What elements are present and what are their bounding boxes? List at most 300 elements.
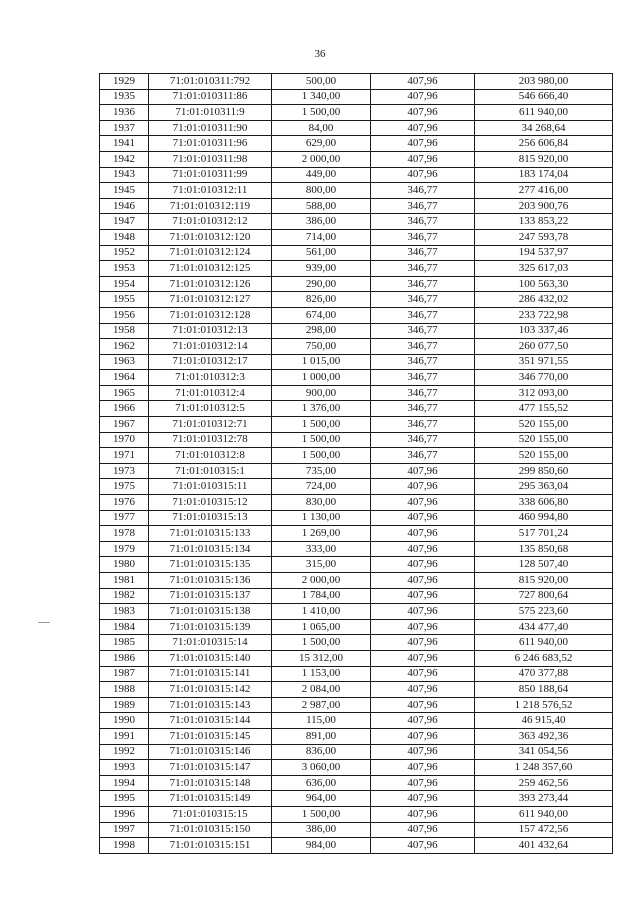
cadastral-number-cell: 71:01:010315:133 xyxy=(149,526,272,542)
row-number-cell: 1970 xyxy=(100,432,149,448)
table-row xyxy=(100,354,613,370)
area-cell: 800,00 xyxy=(272,183,371,199)
cadastral-number-cell: 71:01:010312:17 xyxy=(149,354,272,370)
specific-value-cell: 346,77 xyxy=(371,401,475,417)
area-cell: 674,00 xyxy=(272,307,371,323)
cadastral-value-cell: 363 492,36 xyxy=(475,728,613,744)
cadastral-number-cell: 71:01:010312:13 xyxy=(149,323,272,339)
area-cell: 298,00 xyxy=(272,323,371,339)
table-row xyxy=(100,214,613,230)
cadastral-number-cell: 71:01:010315:1 xyxy=(149,463,272,479)
area-cell: 15 312,00 xyxy=(272,650,371,666)
cadastral-value-cell: 133 853,22 xyxy=(475,214,613,230)
row-number-cell: 1958 xyxy=(100,323,149,339)
cadastral-number-cell: 71:01:010315:142 xyxy=(149,682,272,698)
specific-value-cell: 346,77 xyxy=(371,292,475,308)
specific-value-cell: 407,96 xyxy=(371,588,475,604)
cadastral-number-cell: 71:01:010315:150 xyxy=(149,822,272,838)
table-row xyxy=(100,292,613,308)
specific-value-cell: 407,96 xyxy=(371,479,475,495)
table-row xyxy=(100,838,613,854)
specific-value-cell: 346,77 xyxy=(371,432,475,448)
cadastral-value-cell: 286 432,02 xyxy=(475,292,613,308)
area-cell: 1 130,00 xyxy=(272,510,371,526)
cadastral-number-cell: 71:01:010312:127 xyxy=(149,292,272,308)
cadastral-number-cell: 71:01:010312:8 xyxy=(149,448,272,464)
cadastral-number-cell: 71:01:010315:135 xyxy=(149,557,272,573)
area-cell: 964,00 xyxy=(272,791,371,807)
table-row xyxy=(100,401,613,417)
area-cell: 636,00 xyxy=(272,775,371,791)
row-number-cell: 1965 xyxy=(100,385,149,401)
cadastral-number-cell: 71:01:010315:11 xyxy=(149,479,272,495)
specific-value-cell: 346,77 xyxy=(371,323,475,339)
specific-value-cell: 407,96 xyxy=(371,650,475,666)
cadastral-value-cell: 815 920,00 xyxy=(475,151,613,167)
cadastral-number-cell: 71:01:010315:141 xyxy=(149,666,272,682)
cadastral-value-cell: 34 268,64 xyxy=(475,120,613,136)
row-number-cell: 1987 xyxy=(100,666,149,682)
cadastral-number-cell: 71:01:010311:86 xyxy=(149,89,272,105)
row-number-cell: 1971 xyxy=(100,448,149,464)
area-cell: 735,00 xyxy=(272,463,371,479)
area-cell: 386,00 xyxy=(272,822,371,838)
area-cell: 724,00 xyxy=(272,479,371,495)
area-cell: 750,00 xyxy=(272,339,371,355)
cadastral-number-cell: 71:01:010312:12 xyxy=(149,214,272,230)
row-number-cell: 1991 xyxy=(100,728,149,744)
row-number-cell: 1994 xyxy=(100,775,149,791)
table-row xyxy=(100,417,613,433)
row-number-cell: 1953 xyxy=(100,261,149,277)
cadastral-value-cell: 247 593,78 xyxy=(475,229,613,245)
area-cell: 1 500,00 xyxy=(272,448,371,464)
row-number-cell: 1998 xyxy=(100,838,149,854)
table-row xyxy=(100,448,613,464)
area-cell: 315,00 xyxy=(272,557,371,573)
table-row xyxy=(100,183,613,199)
cadastral-value-cell: 46 915,40 xyxy=(475,713,613,729)
area-cell: 1 784,00 xyxy=(272,588,371,604)
cadastral-value-cell: 312 093,00 xyxy=(475,385,613,401)
row-number-cell: 1946 xyxy=(100,198,149,214)
cadastral-value-cell: 520 155,00 xyxy=(475,417,613,433)
row-number-cell: 1955 xyxy=(100,292,149,308)
table-row xyxy=(100,619,613,635)
margin-mark xyxy=(38,622,50,623)
row-number-cell: 1967 xyxy=(100,417,149,433)
table-row xyxy=(100,713,613,729)
area-cell: 826,00 xyxy=(272,292,371,308)
row-number-cell: 1983 xyxy=(100,604,149,620)
row-number-cell: 1947 xyxy=(100,214,149,230)
specific-value-cell: 407,96 xyxy=(371,635,475,651)
area-cell: 2 084,00 xyxy=(272,682,371,698)
cadastral-value-cell: 183 174,04 xyxy=(475,167,613,183)
table-row xyxy=(100,495,613,511)
specific-value-cell: 407,96 xyxy=(371,713,475,729)
table-row xyxy=(100,573,613,589)
area-cell: 2 000,00 xyxy=(272,573,371,589)
cadastral-value-cell: 346 770,00 xyxy=(475,370,613,386)
cadastral-value-cell: 850 188,64 xyxy=(475,682,613,698)
specific-value-cell: 407,96 xyxy=(371,105,475,121)
area-cell: 386,00 xyxy=(272,214,371,230)
specific-value-cell: 407,96 xyxy=(371,838,475,854)
specific-value-cell: 407,96 xyxy=(371,510,475,526)
specific-value-cell: 346,77 xyxy=(371,183,475,199)
specific-value-cell: 346,77 xyxy=(371,385,475,401)
table-row xyxy=(100,74,613,90)
area-cell: 333,00 xyxy=(272,541,371,557)
specific-value-cell: 407,96 xyxy=(371,760,475,776)
row-number-cell: 1966 xyxy=(100,401,149,417)
row-number-cell: 1929 xyxy=(100,74,149,90)
cadastral-value-cell: 815 920,00 xyxy=(475,573,613,589)
area-cell: 2 000,00 xyxy=(272,151,371,167)
specific-value-cell: 346,77 xyxy=(371,448,475,464)
area-cell: 1 500,00 xyxy=(272,806,371,822)
specific-value-cell: 407,96 xyxy=(371,573,475,589)
row-number-cell: 1943 xyxy=(100,167,149,183)
cadastral-number-cell: 71:01:010311:99 xyxy=(149,167,272,183)
row-number-cell: 1985 xyxy=(100,635,149,651)
cadastral-value-cell: 1 218 576,52 xyxy=(475,697,613,713)
cadastral-number-cell: 71:01:010315:151 xyxy=(149,838,272,854)
cadastral-number-cell: 71:01:010315:139 xyxy=(149,619,272,635)
cadastral-value-cell: 100 563,30 xyxy=(475,276,613,292)
table-row xyxy=(100,261,613,277)
cadastral-number-cell: 71:01:010312:4 xyxy=(149,385,272,401)
row-number-cell: 1992 xyxy=(100,744,149,760)
cadastral-value-cell: 157 472,56 xyxy=(475,822,613,838)
row-number-cell: 1942 xyxy=(100,151,149,167)
table-row xyxy=(100,635,613,651)
specific-value-cell: 407,96 xyxy=(371,120,475,136)
specific-value-cell: 407,96 xyxy=(371,541,475,557)
area-cell: 3 060,00 xyxy=(272,760,371,776)
table-row xyxy=(100,510,613,526)
cadastral-number-cell: 71:01:010312:3 xyxy=(149,370,272,386)
cadastral-number-cell: 71:01:010311:96 xyxy=(149,136,272,152)
cadastral-number-cell: 71:01:010315:134 xyxy=(149,541,272,557)
area-cell: 500,00 xyxy=(272,74,371,90)
cadastral-number-cell: 71:01:010312:78 xyxy=(149,432,272,448)
specific-value-cell: 407,96 xyxy=(371,682,475,698)
specific-value-cell: 346,77 xyxy=(371,245,475,261)
specific-value-cell: 407,96 xyxy=(371,806,475,822)
specific-value-cell: 407,96 xyxy=(371,604,475,620)
row-number-cell: 1990 xyxy=(100,713,149,729)
cadastral-value-cell: 727 800,64 xyxy=(475,588,613,604)
cadastral-number-cell: 71:01:010312:5 xyxy=(149,401,272,417)
specific-value-cell: 346,77 xyxy=(371,276,475,292)
area-cell: 115,00 xyxy=(272,713,371,729)
area-cell: 984,00 xyxy=(272,838,371,854)
area-cell: 84,00 xyxy=(272,120,371,136)
table-row xyxy=(100,339,613,355)
cadastral-number-cell: 71:01:010311:9 xyxy=(149,105,272,121)
table-row xyxy=(100,666,613,682)
specific-value-cell: 407,96 xyxy=(371,822,475,838)
row-number-cell: 1936 xyxy=(100,105,149,121)
specific-value-cell: 407,96 xyxy=(371,495,475,511)
specific-value-cell: 346,77 xyxy=(371,307,475,323)
row-number-cell: 1995 xyxy=(100,791,149,807)
page-number: 36 xyxy=(314,48,326,60)
area-cell: 1 269,00 xyxy=(272,526,371,542)
table-row xyxy=(100,136,613,152)
cadastral-value-cell: 341 054,56 xyxy=(475,744,613,760)
cadastral-number-cell: 71:01:010312:124 xyxy=(149,245,272,261)
table-row xyxy=(100,370,613,386)
cadastral-value-cell: 434 477,40 xyxy=(475,619,613,635)
specific-value-cell: 407,96 xyxy=(371,463,475,479)
cadastral-value-cell: 259 462,56 xyxy=(475,775,613,791)
cadastral-number-cell: 71:01:010312:126 xyxy=(149,276,272,292)
row-number-cell: 1964 xyxy=(100,370,149,386)
row-number-cell: 1993 xyxy=(100,760,149,776)
area-cell: 900,00 xyxy=(272,385,371,401)
table-row xyxy=(100,89,613,105)
cadastral-value-cell: 546 666,40 xyxy=(475,89,613,105)
area-cell: 1 500,00 xyxy=(272,635,371,651)
cadastral-number-cell: 71:01:010312:119 xyxy=(149,198,272,214)
cadastral-number-cell: 71:01:010311:792 xyxy=(149,74,272,90)
row-number-cell: 1975 xyxy=(100,479,149,495)
table-row xyxy=(100,557,613,573)
area-cell: 629,00 xyxy=(272,136,371,152)
row-number-cell: 1935 xyxy=(100,89,149,105)
cadastral-number-cell: 71:01:010315:144 xyxy=(149,713,272,729)
area-cell: 1 340,00 xyxy=(272,89,371,105)
specific-value-cell: 407,96 xyxy=(371,697,475,713)
cadastral-value-cell: 351 971,55 xyxy=(475,354,613,370)
row-number-cell: 1962 xyxy=(100,339,149,355)
cadastral-value-table xyxy=(99,73,613,854)
cadastral-value-cell: 128 507,40 xyxy=(475,557,613,573)
row-number-cell: 1980 xyxy=(100,557,149,573)
cadastral-number-cell: 71:01:010315:143 xyxy=(149,697,272,713)
cadastral-number-cell: 71:01:010312:14 xyxy=(149,339,272,355)
area-cell: 1 376,00 xyxy=(272,401,371,417)
table-body xyxy=(100,74,613,854)
cadastral-value-cell: 194 537,97 xyxy=(475,245,613,261)
row-number-cell: 1989 xyxy=(100,697,149,713)
cadastral-number-cell: 71:01:010315:14 xyxy=(149,635,272,651)
cadastral-value-cell: 1 248 357,60 xyxy=(475,760,613,776)
cadastral-value-cell: 260 077,50 xyxy=(475,339,613,355)
specific-value-cell: 407,96 xyxy=(371,666,475,682)
cadastral-number-cell: 71:01:010312:125 xyxy=(149,261,272,277)
cadastral-number-cell: 71:01:010312:120 xyxy=(149,229,272,245)
cadastral-number-cell: 71:01:010315:15 xyxy=(149,806,272,822)
cadastral-value-cell: 299 850,60 xyxy=(475,463,613,479)
table-row xyxy=(100,167,613,183)
cadastral-value-cell: 203 980,00 xyxy=(475,74,613,90)
table-row xyxy=(100,120,613,136)
row-number-cell: 1937 xyxy=(100,120,149,136)
row-number-cell: 1984 xyxy=(100,619,149,635)
cadastral-number-cell: 71:01:010315:12 xyxy=(149,495,272,511)
cadastral-number-cell: 71:01:010315:138 xyxy=(149,604,272,620)
table-row xyxy=(100,323,613,339)
area-cell: 1 015,00 xyxy=(272,354,371,370)
area-cell: 1 500,00 xyxy=(272,417,371,433)
row-number-cell: 1979 xyxy=(100,541,149,557)
cadastral-value-cell: 470 377,88 xyxy=(475,666,613,682)
cadastral-value-cell: 520 155,00 xyxy=(475,432,613,448)
area-cell: 939,00 xyxy=(272,261,371,277)
cadastral-value-cell: 295 363,04 xyxy=(475,479,613,495)
cadastral-value-cell: 520 155,00 xyxy=(475,448,613,464)
table-row xyxy=(100,604,613,620)
specific-value-cell: 407,96 xyxy=(371,619,475,635)
row-number-cell: 1982 xyxy=(100,588,149,604)
cadastral-number-cell: 71:01:010315:146 xyxy=(149,744,272,760)
row-number-cell: 1941 xyxy=(100,136,149,152)
cadastral-number-cell: 71:01:010312:11 xyxy=(149,183,272,199)
table-row xyxy=(100,276,613,292)
table-row xyxy=(100,650,613,666)
cadastral-value-cell: 477 155,52 xyxy=(475,401,613,417)
row-number-cell: 1986 xyxy=(100,650,149,666)
specific-value-cell: 346,77 xyxy=(371,214,475,230)
table-row xyxy=(100,697,613,713)
cadastral-value-cell: 575 223,60 xyxy=(475,604,613,620)
cadastral-value-cell: 401 432,64 xyxy=(475,838,613,854)
cadastral-value-cell: 460 994,80 xyxy=(475,510,613,526)
cadastral-value-cell: 393 273,44 xyxy=(475,791,613,807)
specific-value-cell: 346,77 xyxy=(371,198,475,214)
row-number-cell: 1997 xyxy=(100,822,149,838)
cadastral-number-cell: 71:01:010315:147 xyxy=(149,760,272,776)
area-cell: 1 500,00 xyxy=(272,432,371,448)
table-row xyxy=(100,775,613,791)
row-number-cell: 1978 xyxy=(100,526,149,542)
table-row xyxy=(100,682,613,698)
table-row xyxy=(100,526,613,542)
specific-value-cell: 407,96 xyxy=(371,791,475,807)
cadastral-number-cell: 71:01:010315:145 xyxy=(149,728,272,744)
area-cell: 714,00 xyxy=(272,229,371,245)
table-row xyxy=(100,385,613,401)
specific-value-cell: 407,96 xyxy=(371,557,475,573)
specific-value-cell: 407,96 xyxy=(371,151,475,167)
table-row xyxy=(100,229,613,245)
area-cell: 891,00 xyxy=(272,728,371,744)
cadastral-value-cell: 611 940,00 xyxy=(475,105,613,121)
table-row xyxy=(100,307,613,323)
area-cell: 1 153,00 xyxy=(272,666,371,682)
area-cell: 836,00 xyxy=(272,744,371,760)
cadastral-value-cell: 338 606,80 xyxy=(475,495,613,511)
row-number-cell: 1981 xyxy=(100,573,149,589)
cadastral-value-cell: 277 416,00 xyxy=(475,183,613,199)
cadastral-value-cell: 6 246 683,52 xyxy=(475,650,613,666)
specific-value-cell: 407,96 xyxy=(371,89,475,105)
table-row xyxy=(100,822,613,838)
table-row xyxy=(100,151,613,167)
row-number-cell: 1956 xyxy=(100,307,149,323)
row-number-cell: 1952 xyxy=(100,245,149,261)
specific-value-cell: 346,77 xyxy=(371,354,475,370)
row-number-cell: 1948 xyxy=(100,229,149,245)
table-row xyxy=(100,432,613,448)
row-number-cell: 1976 xyxy=(100,495,149,511)
area-cell: 588,00 xyxy=(272,198,371,214)
cadastral-value-cell: 103 337,46 xyxy=(475,323,613,339)
area-cell: 1 500,00 xyxy=(272,105,371,121)
table-row xyxy=(100,105,613,121)
row-number-cell: 1977 xyxy=(100,510,149,526)
table-row xyxy=(100,245,613,261)
cadastral-value-cell: 611 940,00 xyxy=(475,635,613,651)
specific-value-cell: 407,96 xyxy=(371,744,475,760)
table-row xyxy=(100,541,613,557)
row-number-cell: 1973 xyxy=(100,463,149,479)
cadastral-value-cell: 135 850,68 xyxy=(475,541,613,557)
table-row xyxy=(100,463,613,479)
area-cell: 449,00 xyxy=(272,167,371,183)
area-cell: 2 987,00 xyxy=(272,697,371,713)
table-row xyxy=(100,479,613,495)
cadastral-number-cell: 71:01:010312:71 xyxy=(149,417,272,433)
cadastral-value-cell: 203 900,76 xyxy=(475,198,613,214)
specific-value-cell: 407,96 xyxy=(371,74,475,90)
specific-value-cell: 346,77 xyxy=(371,370,475,386)
table-row xyxy=(100,791,613,807)
cadastral-number-cell: 71:01:010315:148 xyxy=(149,775,272,791)
row-number-cell: 1954 xyxy=(100,276,149,292)
table-row xyxy=(100,760,613,776)
table-row xyxy=(100,744,613,760)
specific-value-cell: 407,96 xyxy=(371,775,475,791)
area-cell: 1 410,00 xyxy=(272,604,371,620)
row-number-cell: 1988 xyxy=(100,682,149,698)
cadastral-number-cell: 71:01:010312:128 xyxy=(149,307,272,323)
area-cell: 1 000,00 xyxy=(272,370,371,386)
cadastral-number-cell: 71:01:010311:98 xyxy=(149,151,272,167)
specific-value-cell: 346,77 xyxy=(371,229,475,245)
table-row xyxy=(100,806,613,822)
cadastral-number-cell: 71:01:010315:13 xyxy=(149,510,272,526)
cadastral-number-cell: 71:01:010315:136 xyxy=(149,573,272,589)
cadastral-value-cell: 256 606,84 xyxy=(475,136,613,152)
area-cell: 561,00 xyxy=(272,245,371,261)
specific-value-cell: 407,96 xyxy=(371,167,475,183)
cadastral-number-cell: 71:01:010311:90 xyxy=(149,120,272,136)
cadastral-value-cell: 233 722,98 xyxy=(475,307,613,323)
cadastral-value-cell: 517 701,24 xyxy=(475,526,613,542)
specific-value-cell: 346,77 xyxy=(371,339,475,355)
specific-value-cell: 407,96 xyxy=(371,526,475,542)
cadastral-number-cell: 71:01:010315:137 xyxy=(149,588,272,604)
area-cell: 290,00 xyxy=(272,276,371,292)
specific-value-cell: 346,77 xyxy=(371,261,475,277)
row-number-cell: 1996 xyxy=(100,806,149,822)
row-number-cell: 1963 xyxy=(100,354,149,370)
cadastral-value-cell: 611 940,00 xyxy=(475,806,613,822)
cadastral-value-cell: 325 617,03 xyxy=(475,261,613,277)
specific-value-cell: 407,96 xyxy=(371,728,475,744)
specific-value-cell: 407,96 xyxy=(371,136,475,152)
row-number-cell: 1945 xyxy=(100,183,149,199)
table-row xyxy=(100,588,613,604)
area-cell: 830,00 xyxy=(272,495,371,511)
table-row xyxy=(100,728,613,744)
cadastral-number-cell: 71:01:010315:140 xyxy=(149,650,272,666)
